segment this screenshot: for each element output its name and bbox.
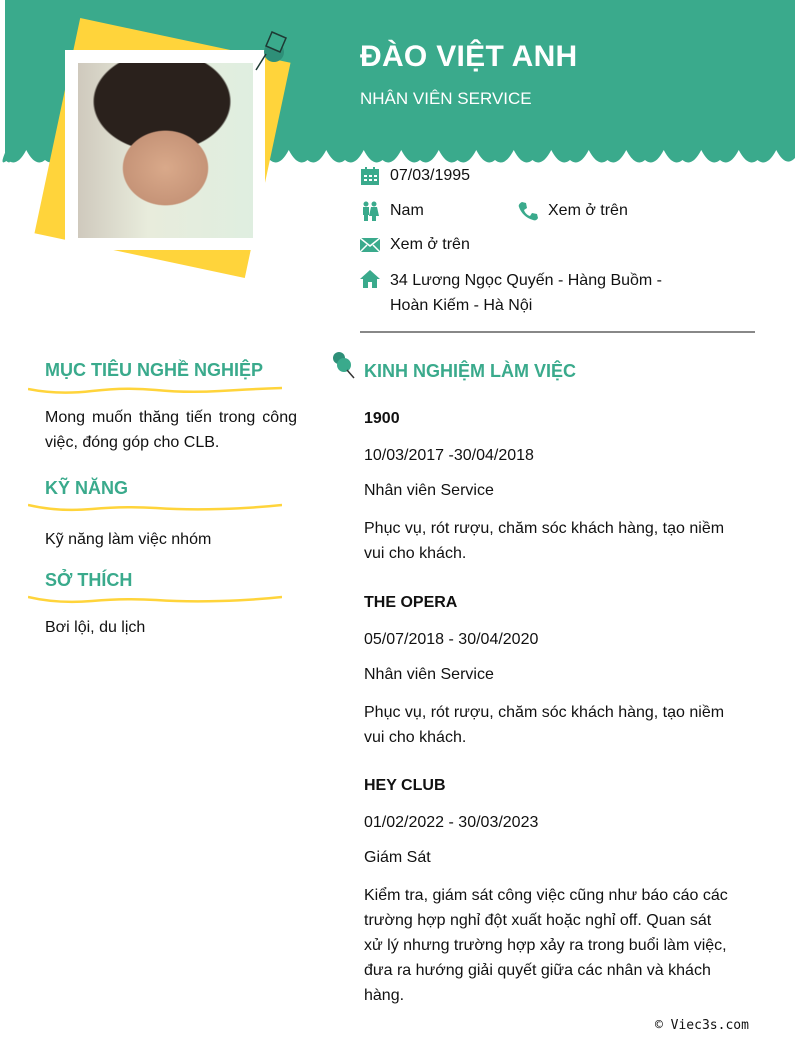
wavy-underline: [28, 592, 282, 606]
email-row: [360, 235, 470, 255]
gender: Nam: [390, 202, 424, 219]
job-dates: 05/07/2018 - 30/04/2020: [364, 631, 539, 648]
objective-text: Mong muốn thăng tiến trong công việc, đóng góp cho CLB.: [45, 409, 297, 451]
skills-heading: KỸ NĂNG: [45, 478, 129, 498]
avatar-photo: [78, 63, 253, 238]
birthdate-row: [360, 166, 470, 186]
job-dates: 01/02/2022 - 30/03/2023: [364, 814, 539, 831]
job-role: Giám Sát: [364, 849, 431, 866]
hobbies-text: Bơi lội, du lịch: [45, 619, 146, 636]
job-entry: [364, 594, 744, 750]
wavy-underline: [28, 500, 282, 514]
home-icon: [360, 269, 380, 289]
gender-row: [360, 201, 424, 221]
job-entry: [364, 410, 744, 566]
job-description: Kiểm tra, giám sát công việc cũng như báo cáo các trường hợp nghỉ đột xuất hoặc nghỉ off. Quan sát xử lý nhưng trường hợp xảy ra trong buổi làm việc, đưa ra hướng giải quyết giữa các nhân và khách hàng.: [364, 887, 728, 1004]
job-company: THE OPERA: [364, 594, 458, 611]
job-description: Phục vụ, rót rượu, chăm sóc khách hàng, tạo niềm vui cho khách.: [364, 704, 725, 746]
gender-icon: [360, 201, 380, 221]
job-role: Nhân viên Service: [364, 482, 494, 499]
calendar-icon: [360, 166, 380, 186]
address-row: [360, 268, 690, 318]
phone-row: [518, 201, 628, 221]
job-entry: [364, 777, 744, 1008]
phone-icon: [518, 201, 538, 221]
hobbies-heading: SỞ THÍCH: [45, 570, 133, 590]
email: Xem ở trên: [390, 236, 470, 253]
job-description: Phục vụ, rót rượu, chăm sóc khách hàng, tạo niềm vui cho khách.: [364, 520, 725, 562]
address: 34 Lương Ngọc Quyến - Hàng Buồm - Hoàn Kiếm - Hà Nội: [390, 272, 663, 314]
experience-heading: KINH NGHIỆM LÀM VIỆC: [364, 361, 577, 381]
divider: [360, 331, 755, 333]
job-company: 1900: [364, 410, 400, 427]
job-title: NHÂN VIÊN SERVICE: [360, 89, 532, 108]
pushpin-icon: [330, 351, 356, 379]
job-dates: 10/03/2017 -30/04/2018: [364, 447, 534, 464]
footer-credit: © Viec3s.com: [655, 1018, 749, 1033]
job-company: HEY CLUB: [364, 777, 446, 794]
wavy-underline: [28, 383, 282, 397]
pushpin-icon: [250, 26, 292, 72]
skills-text: Kỹ năng làm việc nhóm: [45, 531, 212, 548]
envelope-icon: [360, 235, 380, 255]
job-role: Nhân viên Service: [364, 666, 494, 683]
phone: Xem ở trên: [548, 202, 628, 219]
objective-heading: MỤC TIÊU NGHỀ NGHIỆP: [45, 360, 264, 380]
birthdate: 07/03/1995: [390, 167, 471, 184]
candidate-name: ĐÀO VIỆT ANH: [360, 40, 578, 73]
